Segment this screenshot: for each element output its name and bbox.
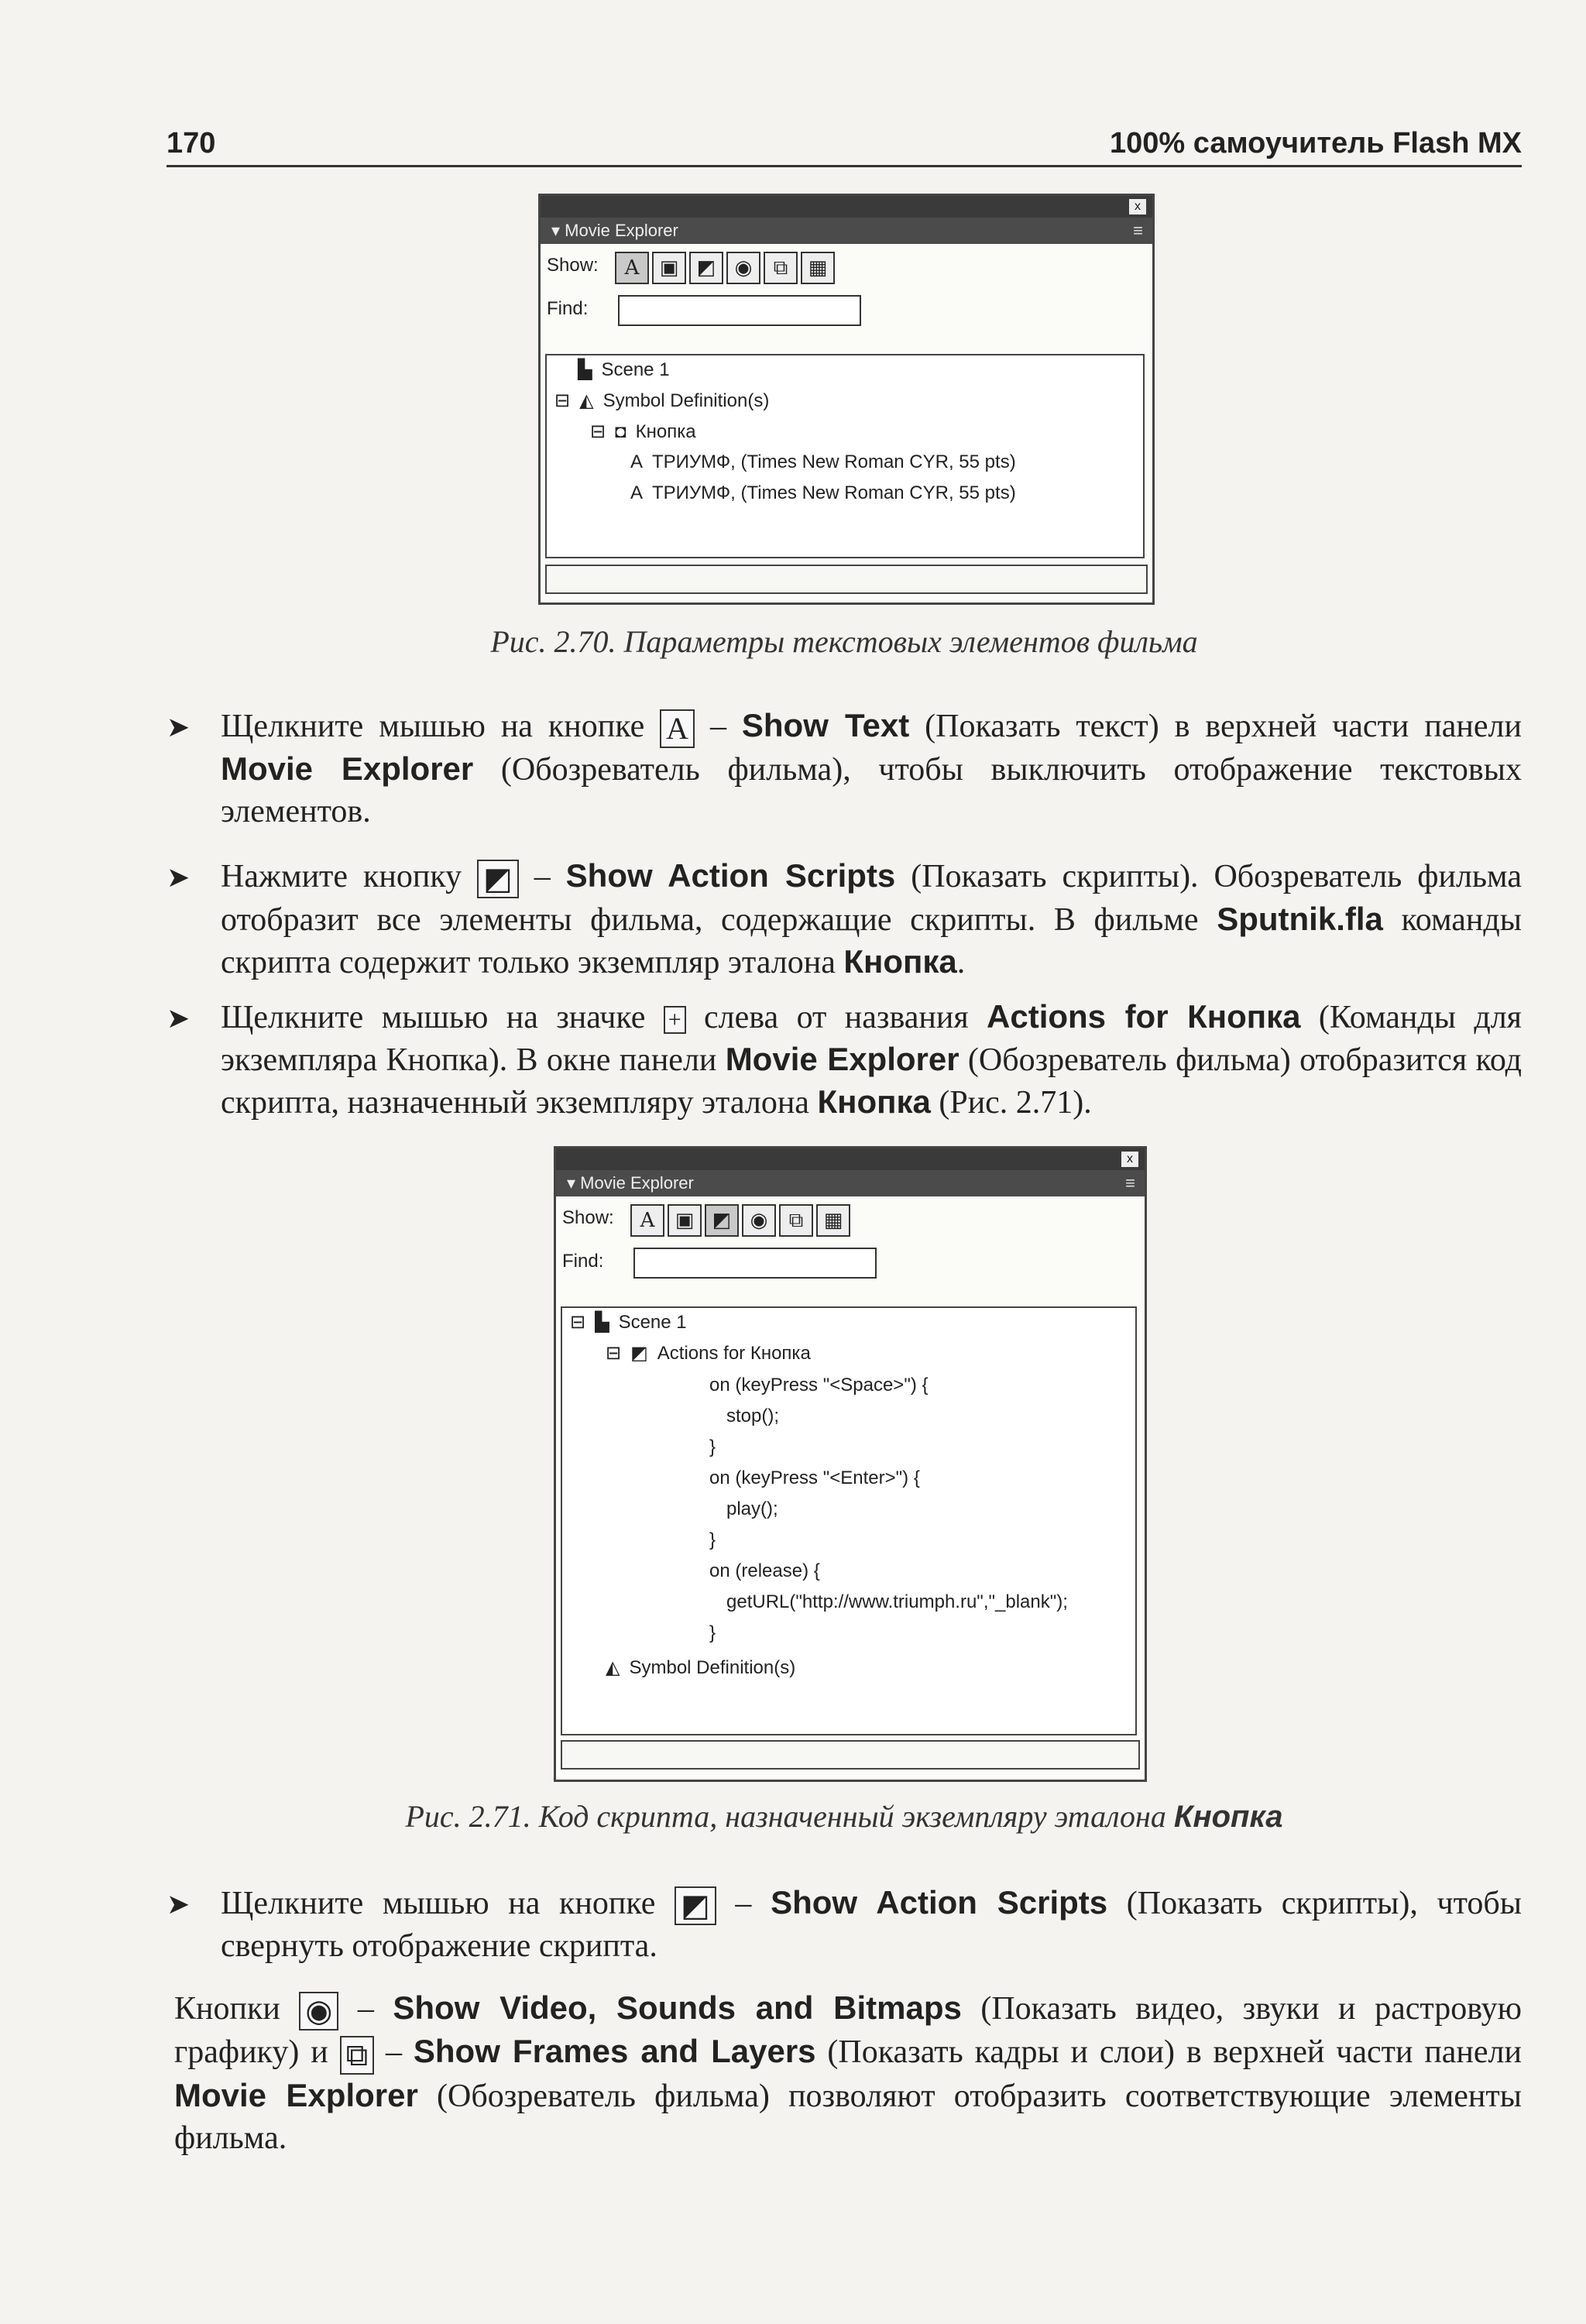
show-text-inline-icon: A: [660, 709, 695, 748]
panel-title: Movie Explorer: [565, 221, 678, 240]
show-buttons-movieclips-button[interactable]: ▣: [652, 252, 686, 284]
show-label: Show:: [562, 1207, 614, 1228]
movie-explorer-panel-2: [554, 1146, 1147, 1782]
paragraph-3: Щелкните мышью на значке + слева от названия Actions for Кнопка (Команды для экземпляра Кнопка). В окне панели Movie Explorer (Обозреватель фильма) отобразится код скрипта, назначенный экземпляру эталона Кнопка (Рис. 2.71).: [221, 998, 1522, 1121]
tree-item-symbol-definitions[interactable]: ⊟ ◭ Symbol Definition(s): [554, 390, 770, 411]
movie-explorer-panel-1: [538, 194, 1155, 605]
customize-items-button[interactable]: ▦: [801, 252, 835, 284]
show-buttons-movieclips-button[interactable]: ▣: [668, 1204, 702, 1237]
paragraph-2: Нажмите кнопку ◩ – Show Action Scripts (Показать скрипты). Обозреватель фильма отобразит все элементы фильма, содержащие скрипты. В фильме Sputnik.fla команды скрипта содержит только экземпляр эталона Кнопка.: [221, 857, 1522, 981]
collapse-triangle-icon[interactable]: ▾: [567, 1173, 581, 1193]
show-text-button[interactable]: A: [630, 1204, 664, 1237]
scene-icon: ▙: [595, 1312, 609, 1333]
panel-top-bar: [541, 196, 1152, 218]
show-frames-layers-button[interactable]: ⧉: [779, 1204, 813, 1237]
figure-caption-271: Рис. 2.71. Код скрипта, назначенный экземпляру эталона Кнопка: [405, 1799, 1283, 1834]
find-row: [541, 287, 1152, 331]
action-scripts-inline-icon: ◩: [675, 1886, 716, 1925]
panel-title: Movie Explorer: [580, 1173, 694, 1193]
scene-icon: ▙: [578, 359, 592, 380]
show-action-scripts-button[interactable]: ◩: [689, 252, 723, 284]
show-text-button[interactable]: A: [615, 252, 649, 284]
tree-item-actions[interactable]: ⊟ ◩ Actions for Кнопка: [606, 1343, 811, 1364]
code-line[interactable]: }: [709, 1529, 716, 1550]
code-line[interactable]: }: [709, 1437, 716, 1457]
tree-item-scene[interactable]: ⊟ ▙ Scene 1: [570, 1312, 687, 1333]
figure-caption-270: Рис. 2.70. Параметры текстовых элементов фильма: [490, 624, 1198, 659]
explorer-tree: [561, 1306, 1137, 1735]
panel-status-bar: [545, 565, 1148, 594]
panel-status-bar: [561, 1740, 1140, 1770]
panel-title-bar[interactable]: [556, 1170, 1145, 1196]
expand-plus-inline-icon: +: [664, 1006, 686, 1034]
code-line[interactable]: on (release) {: [709, 1560, 820, 1581]
paragraph-4: Щелкните мышью на кнопке ◩ – Show Action Scripts (Показать скрипты), чтобы свернуть отображение скрипта.: [221, 1884, 1522, 1965]
tree-item-button-symbol[interactable]: ⊟ ◘ Кнопка: [590, 421, 696, 442]
options-menu-icon[interactable]: ≡: [1133, 221, 1143, 240]
bullet-icon: ➤: [166, 1003, 191, 1034]
code-line[interactable]: on (keyPress "<Enter>") {: [709, 1468, 920, 1488]
page-header: [166, 128, 1522, 167]
action-scripts-inline-icon: ◩: [477, 860, 519, 898]
panel-top-bar: [556, 1148, 1145, 1170]
book-title: 100% самоучитель Flash MX: [1110, 127, 1522, 160]
collapse-minus-icon[interactable]: ⊟: [570, 1312, 586, 1333]
bullet-icon: ➤: [166, 712, 191, 743]
find-input[interactable]: [633, 1248, 877, 1279]
show-row: [541, 244, 1152, 287]
code-line[interactable]: }: [709, 1622, 716, 1643]
action-script-icon: ◩: [630, 1343, 648, 1364]
options-menu-icon[interactable]: ≡: [1125, 1173, 1135, 1193]
text-icon: A: [630, 482, 644, 503]
show-video-sounds-bitmaps-button[interactable]: ◉: [726, 252, 760, 284]
close-icon[interactable]: x: [1129, 199, 1146, 215]
paragraph-5: Кнопки ◉ – Show Video, Sounds and Bitmaps (Показать видео, звуки и растровую графику) и ⧉ – Show Frames and Layers (Показать кадры и слои) в верхней части панели Movie Explorer (Обозреватель фильма) позволяют отобразить соответствующие элементы фильма.: [174, 1989, 1522, 2156]
tree-item-text-2[interactable]: A ТРИУМФ, (Times New Roman CYR, 55 pts): [630, 482, 1016, 503]
find-row: [556, 1240, 1145, 1283]
bullet-icon: ➤: [166, 862, 191, 893]
show-action-scripts-button[interactable]: ◩: [705, 1204, 739, 1237]
find-label: Find:: [547, 298, 589, 319]
collapse-minus-icon[interactable]: ⊟: [606, 1343, 622, 1364]
show-label: Show:: [547, 255, 599, 276]
panel-title-bar[interactable]: [541, 218, 1152, 244]
bullet-icon: ➤: [166, 1889, 191, 1920]
collapse-triangle-icon[interactable]: ▾: [551, 221, 565, 240]
text-icon: A: [630, 451, 644, 472]
code-line[interactable]: stop();: [726, 1406, 780, 1426]
show-row: [556, 1196, 1145, 1240]
find-label: Find:: [562, 1251, 604, 1272]
code-line[interactable]: play();: [726, 1498, 778, 1519]
button-symbol-icon: ◘: [615, 421, 627, 442]
symbol-definitions-icon: ◭: [606, 1657, 620, 1678]
show-video-sounds-bitmaps-button[interactable]: ◉: [742, 1204, 776, 1237]
code-line[interactable]: on (keyPress "<Space>") {: [709, 1375, 929, 1395]
collapse-minus-icon[interactable]: ⊟: [590, 421, 606, 442]
video-sounds-inline-icon: ◉: [299, 1992, 338, 2030]
close-icon[interactable]: x: [1121, 1152, 1138, 1167]
tree-item-symbol-definitions[interactable]: ◭ Symbol Definition(s): [606, 1657, 796, 1678]
explorer-tree: [545, 354, 1145, 558]
collapse-minus-icon[interactable]: ⊟: [554, 390, 571, 411]
find-input[interactable]: [618, 295, 861, 326]
tree-item-scene[interactable]: ▙ Scene 1: [578, 359, 670, 380]
symbol-definitions-icon: ◭: [579, 390, 594, 411]
tree-item-text-1[interactable]: A ТРИУМФ, (Times New Roman CYR, 55 pts): [630, 451, 1016, 472]
show-frames-layers-button[interactable]: ⧉: [764, 252, 798, 284]
customize-items-button[interactable]: ▦: [816, 1204, 850, 1237]
code-line[interactable]: getURL("http://www.triumph.ru","_blank");: [726, 1591, 1068, 1612]
frames-layers-inline-icon: ⧉: [340, 2036, 375, 2075]
paragraph-1: Щелкните мышью на кнопке A – Show Text (Показать текст) в верхней части панели Movie Explorer (Обозреватель фильма), чтобы выключить отображение текстовых элементов.: [221, 707, 1522, 830]
page-number: 170: [166, 127, 216, 160]
